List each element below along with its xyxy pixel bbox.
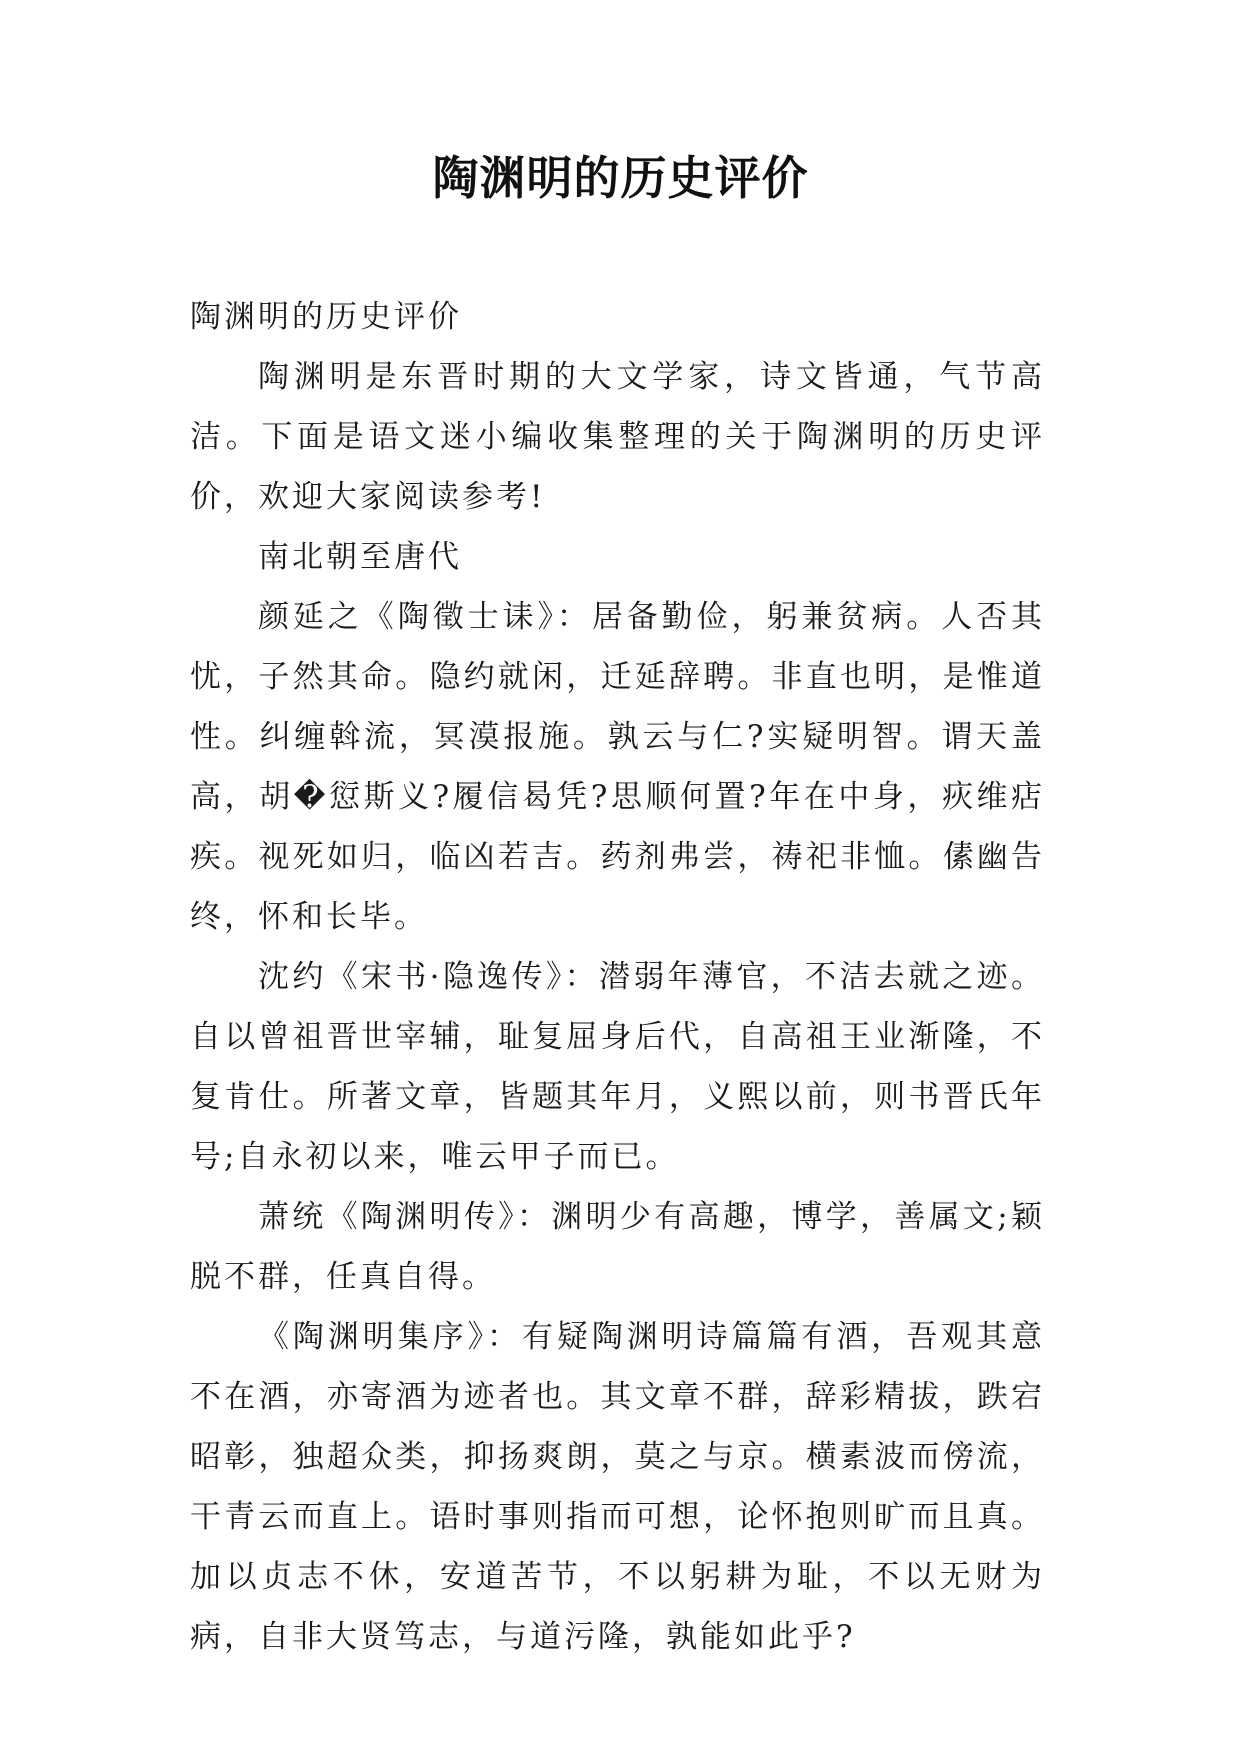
quote-paragraph: 《陶渊明集序》：有疑陶渊明诗篇篇有酒，吾观其意不在酒，亦寄酒为迹者也。其文章不群，辞彩精拔，跌宕昭彰，独超众类，抑扬爽朗，莫之与京。横素波而傍流，干青云而直上。语时事则指而可想，论怀抱则旷而且真。加以贞志不休，安道苦节，不以躬耕为耻，不以无财为病，自非大贤笃志，与道污隆，孰能如此乎? xyxy=(190,1319,1045,1655)
quote-paragraph: 沈约《宋书·隐逸传》：潜弱年薄官，不洁去就之迹。自以曾祖晋世宰辅，耻复屈身后代，自高祖王业渐隆，不复肯仕。所著文章，皆题其年月，义熙以前，则书晋氏年号;自永初以来，唯云甲子而已。 xyxy=(190,959,1045,1175)
quote-paragraph: 颜延之《陶徵士诔》：居备勤俭，躬兼贫病。人否其忧，子然其命。隐约就闲，迁延辞聘。非直也明，是惟道性。纠缠斡流，冥漠报施。孰云与仁?实疑明智。谓天盖高，胡�愆斯义?履信曷凭?思顺何置?年在中身，疢维痁疾。视死如归，临凶若吉。药剂弗尝，祷祀非恤。傃幽告终，怀和长毕。 xyxy=(190,599,1045,935)
document-title: 陶渊明的历史评价 xyxy=(432,151,809,205)
section-heading: 南北朝至唐代 xyxy=(258,539,462,575)
quote-paragraph: 萧统《陶渊明传》：渊明少有高趣，博学，善属文;颖脱不群，任真自得。 xyxy=(190,1199,1045,1295)
body-heading: 陶渊明的历史评价 xyxy=(190,299,462,335)
intro-paragraph: 陶渊明是东晋时期的大文学家，诗文皆通，气节高洁。下面是语文迷小编收集整理的关于陶渊明的历史评价，欢迎大家阅读参考! xyxy=(190,359,1045,515)
document-body xyxy=(190,287,1045,1667)
